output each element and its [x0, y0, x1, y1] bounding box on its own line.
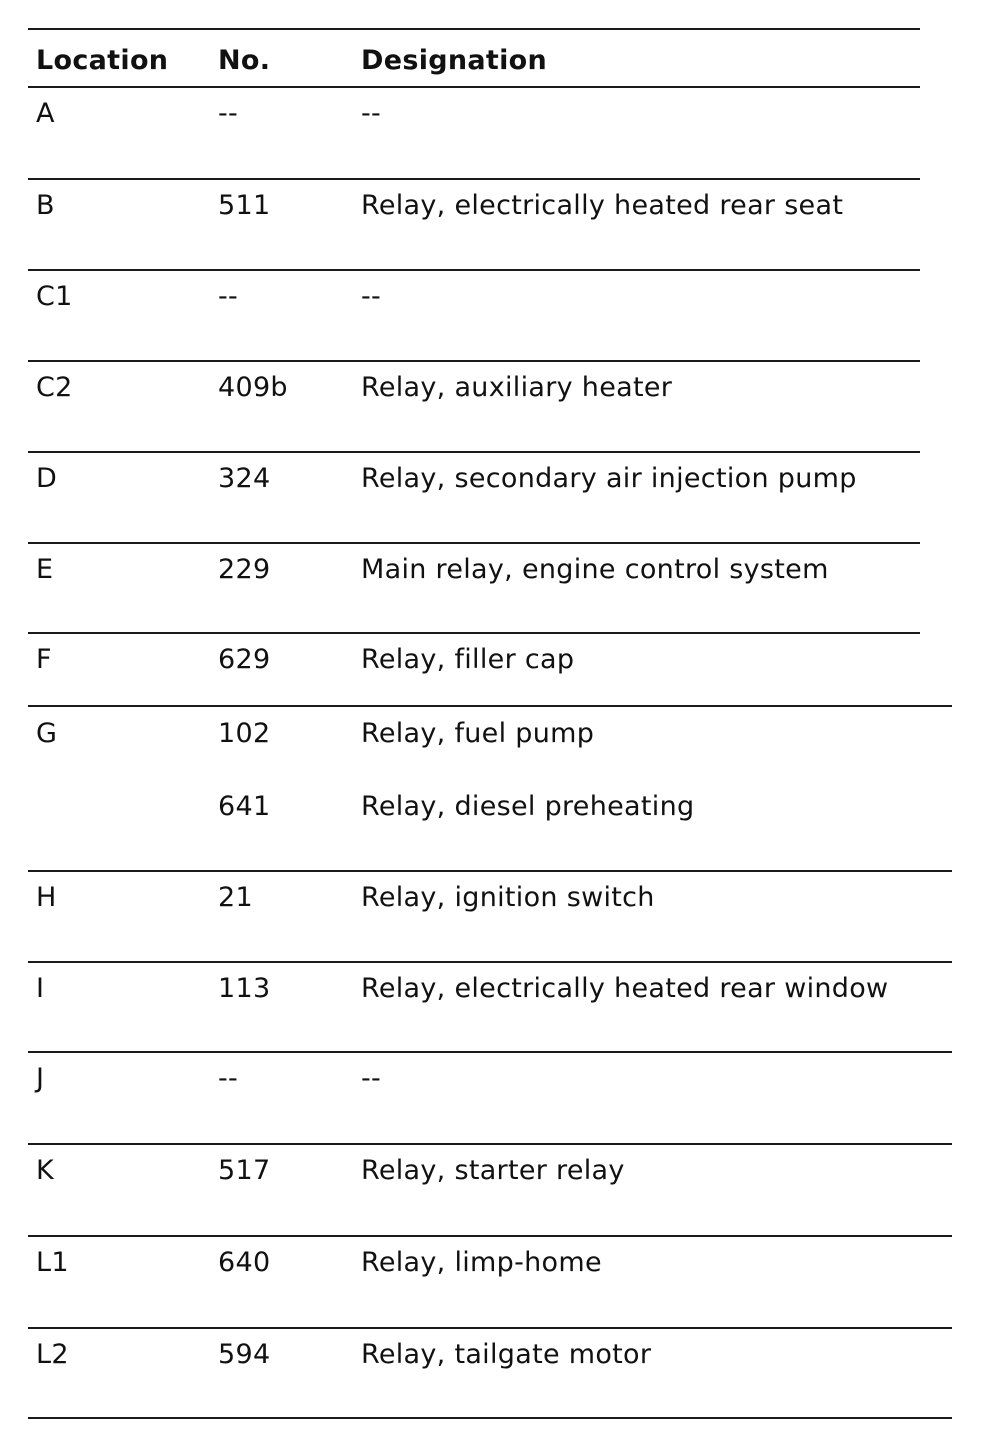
row-number: 113	[218, 973, 271, 1004]
row-designation: Main relay, engine control system	[361, 554, 829, 585]
row-number: 102	[218, 718, 271, 749]
row-number: 594	[218, 1339, 271, 1370]
row-location: K	[36, 1155, 55, 1186]
row-number: 409b	[218, 372, 288, 403]
row-divider	[28, 1327, 952, 1329]
row-number: 629	[218, 644, 271, 675]
row-divider	[28, 269, 920, 271]
row-divider	[28, 178, 920, 180]
row-designation: Relay, auxiliary heater	[361, 372, 673, 403]
row-number-secondary: 641	[218, 791, 271, 822]
header-number: No.	[218, 45, 271, 76]
row-location: L2	[36, 1339, 69, 1370]
row-number: 511	[218, 190, 271, 221]
row-designation: Relay, secondary air injection pump	[361, 463, 857, 494]
row-location: E	[36, 554, 54, 585]
row-divider	[28, 360, 920, 362]
row-location: F	[36, 644, 52, 675]
table-top-rule	[28, 28, 920, 30]
row-designation: Relay, filler cap	[361, 644, 575, 675]
row-divider	[28, 632, 920, 634]
row-number: --	[218, 281, 239, 312]
row-location: G	[36, 718, 58, 749]
row-number: 640	[218, 1247, 271, 1278]
table-bottom-rule	[28, 1417, 952, 1419]
row-designation: Relay, tailgate motor	[361, 1339, 652, 1370]
row-number: 517	[218, 1155, 271, 1186]
row-designation: Relay, electrically heated rear seat	[361, 190, 844, 221]
row-designation: --	[361, 98, 382, 129]
row-divider	[28, 542, 920, 544]
row-location: H	[36, 882, 57, 913]
header-location: Location	[36, 45, 169, 76]
row-designation: --	[361, 1063, 382, 1094]
row-location: C1	[36, 281, 73, 312]
row-divider	[28, 451, 920, 453]
row-designation: Relay, starter relay	[361, 1155, 625, 1186]
row-location: D	[36, 463, 58, 494]
row-designation: --	[361, 281, 382, 312]
row-number: --	[218, 98, 239, 129]
row-location: C2	[36, 372, 73, 403]
row-designation: Relay, electrically heated rear window	[361, 973, 889, 1004]
header-designation: Designation	[361, 45, 548, 76]
row-divider	[28, 870, 952, 872]
row-designation: Relay, limp-home	[361, 1247, 602, 1278]
row-number: 229	[218, 554, 271, 585]
row-designation: Relay, ignition switch	[361, 882, 655, 913]
row-divider	[28, 1051, 952, 1053]
row-designation-secondary: Relay, diesel preheating	[361, 791, 695, 822]
row-location: A	[36, 98, 55, 129]
row-designation: Relay, fuel pump	[361, 718, 595, 749]
row-location: J	[36, 1063, 45, 1094]
row-divider	[28, 1235, 952, 1237]
row-divider	[28, 961, 952, 963]
row-location: L1	[36, 1247, 69, 1278]
row-divider	[28, 705, 952, 707]
row-number: 21	[218, 882, 253, 913]
row-number: --	[218, 1063, 239, 1094]
row-location: I	[36, 973, 45, 1004]
row-number: 324	[218, 463, 271, 494]
row-divider	[28, 1143, 952, 1145]
header-rule	[28, 86, 920, 88]
row-location: B	[36, 190, 55, 221]
